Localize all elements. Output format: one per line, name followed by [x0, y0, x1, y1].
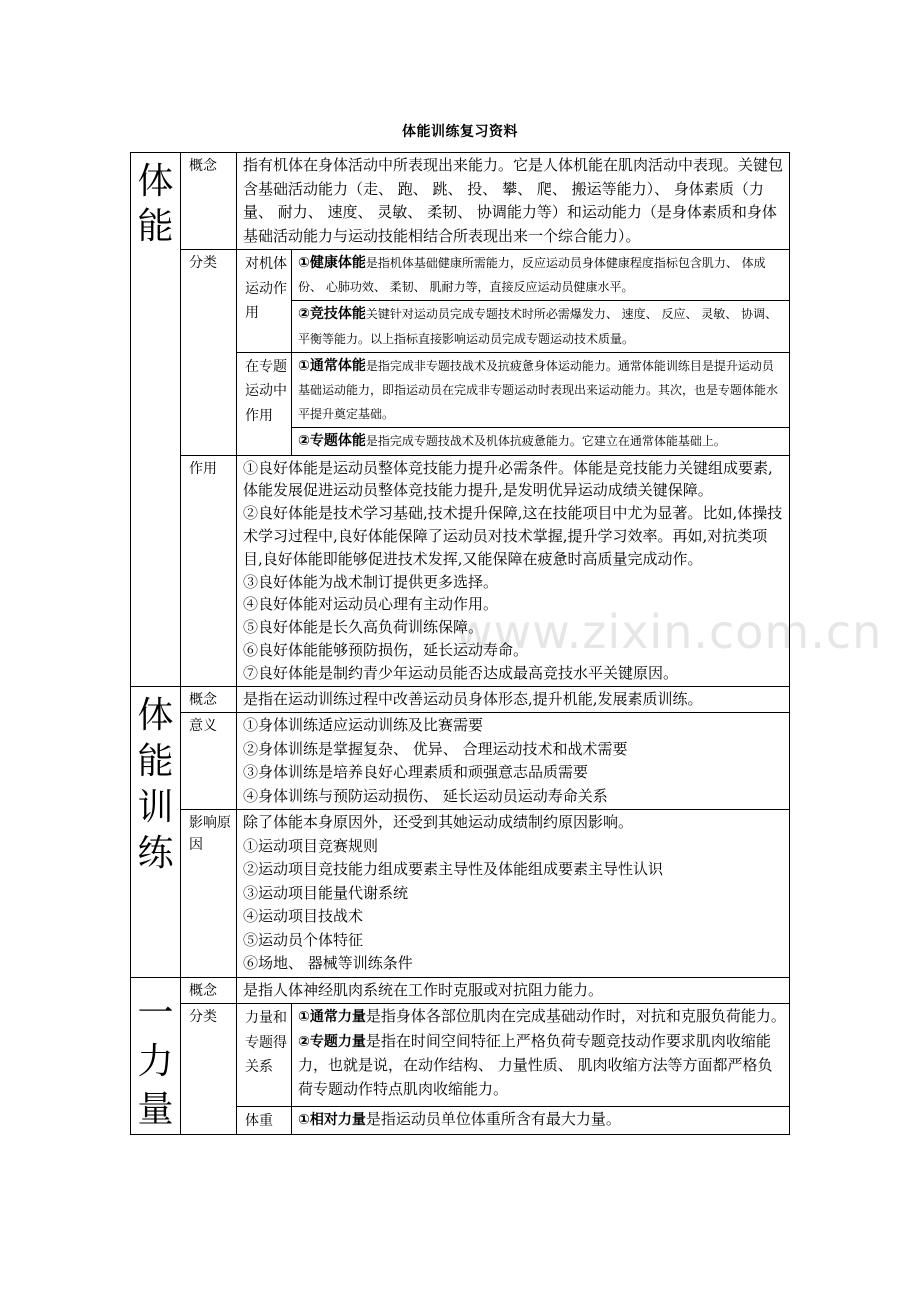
- factors-list: [237, 810, 790, 978]
- list-item: ③身体训练是培养良好心理素质和顽强意志品质需要: [243, 763, 589, 782]
- row-label-function: 作用: [181, 455, 237, 686]
- list-item: ④良好体能对运动员心理有主动作用。: [243, 595, 499, 614]
- xunlian-factors-row: [131, 810, 790, 978]
- tineng-class-row-1: [131, 250, 790, 301]
- classification-item: ①通常体能是指完成非专题技战术及抗疲惫身体运动能力。通常体能训练目是提升运动员基础运动能力，即指运动员在完成非专题运动时表现出来运动能力。其次，也是专题体能水平提升奠定基础。: [292, 352, 790, 428]
- term-relative-strength: ①相对力量: [298, 1112, 366, 1129]
- row-label-concept: 概念: [181, 153, 237, 250]
- list-item: ⑥场地、 器械等训练条件: [243, 954, 413, 973]
- list-item: ③良好体能为战术制订提供更多选择。: [243, 572, 499, 591]
- list-item: ④身体训练与预防运动损伤、 延长运动员运动寿命关系: [243, 786, 608, 805]
- classification-item: ②竞技体能关键针对运动员完成专题技术时所必需爆发力、 速度、 反应、 灵敏、 协调、 平衡等能力。以上指标直接影响运动员完成专题运动技术质量。: [292, 301, 790, 352]
- liliang-class-row-1: [131, 1004, 790, 1107]
- row-label-concept: 概念: [181, 686, 237, 713]
- term-special-fitness: ②专题体能: [298, 433, 366, 450]
- list-item: ①良好体能是运动员整体竞技能力提升必需条件。体能是竞技能力关键组成要素,体能发展促进运动员整体竞技能力提升,是发明优异运动成绩关键保障。: [243, 458, 773, 500]
- section-heading-liliang: 一 力 量: [131, 977, 181, 1134]
- review-table: [130, 152, 790, 1135]
- page-title: 体能训练复习资料: [402, 124, 518, 140]
- term-competitive-fitness: ②竞技体能: [298, 306, 366, 323]
- sub-label-bodyweight: 体重: [237, 1107, 292, 1135]
- concept-text: 指有机体在身体活动中所表现出来能力。它是人体机能在肌肉活动中表现。关键包含基础活动能力（走、 跑、 跳、 投、 攀、 爬、 搬运等能力）、 身体素质（力量、 耐力、 速度、 灵敏、 柔韧、 协调能力等）和运动能力（是身体素质和身体基础活动能力与运动技能相结合所表现出来一个综合能力）。: [237, 153, 790, 250]
- tineng-concept-row: [131, 153, 790, 250]
- meaning-list: [237, 713, 790, 810]
- term-general-strength: ①通常力量: [298, 1009, 366, 1026]
- classification-item: ①健康体能是指机体基础健康所需能力，反应运动员身体健康程度指标包含肌力、 体成份、 心肺功效、 柔韧、 肌耐力等，直接反应运动员健康水平。: [292, 250, 790, 301]
- concept-text: 是指人体神经肌肉系统在工作时克服或对抗阻力能力。: [237, 977, 790, 1004]
- list-item: ⑤运动员个体特征: [243, 930, 364, 949]
- function-list: [237, 455, 790, 686]
- factors-intro: 除了体能本身原因外，还受到其她运动成绩制约原因影响。: [243, 813, 634, 832]
- row-label-classification: 分类: [181, 1004, 237, 1135]
- term-general-fitness: ①通常体能: [298, 357, 366, 374]
- term-special-strength: ②专题力量: [298, 1033, 366, 1050]
- list-item: ②身体训练是掌握复杂、 优异、 合理运动技术和战术需要: [243, 739, 628, 758]
- xunlian-concept-row: [131, 686, 790, 713]
- xunlian-meaning-row: [131, 713, 790, 810]
- row-label-factors: 影响原因: [181, 810, 237, 978]
- sub-label-strength-relation: 力量和专题得关系: [237, 1004, 292, 1107]
- classification-item: ①通常力量是指身体各部位肌肉在完成基础动作时，对抗和克服负荷能力。 ②专题力量是指在时间空间特征上严格负荷专题竞技动作要求肌肉收缩能力，也就是说，在动作结构、 力量性质、 肌肉收缩方法等方面都严格负荷专题动作特点肌肉收缩能力。: [292, 1004, 790, 1107]
- list-item: ⑦良好体能是制约青少年运动员能否达成最高竞技水平关键原因。: [243, 663, 679, 682]
- sub-label-specialty-function: 在专题运动中作用: [237, 352, 292, 455]
- sub-label-body-function: 对机体运动作用: [237, 250, 292, 353]
- list-item: ②良好体能是技术学习基础,技术提升保障,这在技能项目中尤为显著。比如,体操技术学习过程中,良好体能保障了运动员对技术掌握,提升学习效率。再如,对抗类项目,良好体能即能够促进技术发挥,又能保障在疲惫时高质量完成动作。: [243, 504, 783, 568]
- liliang-concept-row: [131, 977, 790, 1004]
- row-label-concept: 概念: [181, 977, 237, 1004]
- list-item: ④运动项目技战术: [243, 907, 364, 926]
- tineng-function-row: [131, 455, 790, 686]
- concept-text: 是指在运动训练过程中改善运动员身体形态,提升机能,发展素质训练。: [237, 686, 790, 713]
- row-label-meaning: 意义: [181, 713, 237, 810]
- row-label-classification: 分类: [181, 250, 237, 456]
- list-item: ①运动项目竞赛规则: [243, 836, 379, 855]
- list-item: ⑥良好体能能够预防损伤，延长运动寿命。: [243, 641, 529, 659]
- classification-item: ②专题体能是指完成专题技战术及机体抗疲惫能力。它建立在通常体能基础上。: [292, 428, 790, 455]
- classification-item: ①相对力量是指运动员单位体重所含有最大力量。: [292, 1107, 790, 1135]
- section-heading-tineng: 体 能: [131, 153, 181, 687]
- watermark: www.zixin.com.cn: [455, 605, 883, 659]
- list-item: ①身体训练适应运动训练及比赛需要: [243, 716, 484, 735]
- list-item: ⑤良好体能是长久高负荷训练保障。: [243, 618, 484, 637]
- list-item: ②运动项目竞技能力组成要素主导性及体能组成要素主导性认识: [243, 860, 664, 879]
- section-heading-xunlian: 体 能 训 练: [131, 686, 181, 977]
- list-item: ③运动项目能量代谢系统: [243, 883, 409, 902]
- term-health-fitness: ①健康体能: [298, 255, 366, 271]
